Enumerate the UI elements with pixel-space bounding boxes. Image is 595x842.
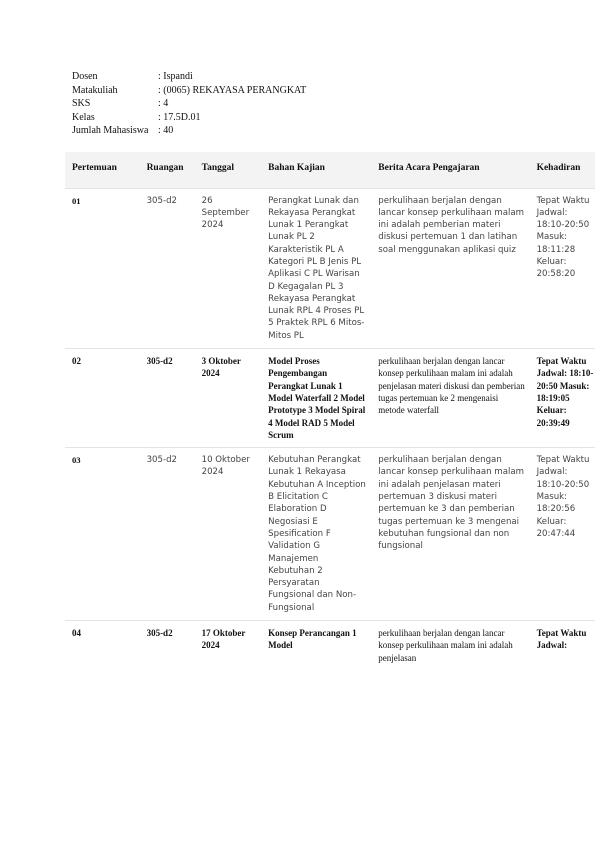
table-header-row [65, 152, 595, 188]
kelas-label: Kelas [72, 111, 95, 123]
header-pertemuan: Pertemuan [65, 152, 140, 188]
course-info [72, 70, 306, 138]
cell-berita-acara: perkulihaan berjalan dengan lancar konsep perkulihaan malam ini adalah pemberian materi diskusi pertemuan 1 dan latihan soal menggunakan aplikasi quiz [371, 188, 529, 349]
cell-berita-acara: perkulihaan berjalan dengan lancar konsep perkulihaan malam ini adalah penjelasan materi diskusi dan pemberian tugas pertemuan ke 2 mengenaisi metode waterfall [371, 349, 529, 448]
cell-ruangan: 305-d2 [140, 349, 195, 448]
cell-pertemuan: 04 [65, 621, 140, 670]
cell-tanggal: 26 September 2024 [195, 188, 262, 349]
cell-tanggal: 10 Oktober 2024 [195, 448, 262, 621]
cell-bahan-kajian: Model Proses Pengembangan Perangkat Lunak 1 Model Waterfall 2 Model Prototype 3 Model Spiral 4 Model RAD 5 Model Scrum [261, 349, 371, 448]
info-row-jumlah [72, 124, 306, 138]
page-bottom-margin [0, 766, 595, 842]
header-ruangan: Ruangan [140, 152, 195, 188]
kelas-value: : 17.5D.01 [158, 111, 201, 123]
attendance-table [65, 152, 595, 670]
cell-kehadiran: Tepat Waktu Jadwal: 18:10-20:50 Masuk: 18:19:05 Keluar: 20:39:49 [530, 349, 595, 448]
table-row [65, 349, 595, 448]
info-row-kelas [72, 111, 306, 125]
header-berita-acara: Berita Acara Pengajaran [371, 152, 529, 188]
cell-kehadiran: Tepat Waktu Jadwal: [530, 621, 595, 670]
table-row [65, 448, 595, 621]
cell-bahan-kajian: Perangkat Lunak dan Rekayasa Perangkat Lunak 1 Perangkat Lunak PL 2 Karakteristik PL A Kategori PL B Jenis PL Aplikasi C PL Warisan D Kegagalan PL 3 Rekayasa Perangkat Lunak RPL 4 Proses PL 5 Praktek RPL 6 Mitos-Mitos PL [261, 188, 371, 349]
sks-label: SKS [72, 98, 91, 110]
table-row [65, 621, 595, 670]
header-kehadiran: Kehadiran [530, 152, 595, 188]
header-tanggal: Tanggal [195, 152, 262, 188]
header-bahan-kajian: Bahan Kajian [261, 152, 371, 188]
cell-ruangan: 305-d2 [140, 621, 195, 670]
cell-ruangan: 305-d2 [140, 448, 195, 621]
cell-pertemuan: 01 [65, 188, 140, 349]
cell-tanggal: 17 Oktober 2024 [195, 621, 262, 670]
dosen-value: : Ispandi [158, 71, 193, 82]
cell-ruangan: 305-d2 [140, 188, 195, 349]
cell-kehadiran: Tepat Waktu Jadwal: 18:10-20:50 Masuk: 18:11:28 Keluar: 20:58:20 [530, 188, 595, 349]
cell-bahan-kajian: Konsep Perancangan 1 Model [261, 621, 371, 670]
cell-kehadiran: Tepat Waktu Jadwal: 18:10-20:50 Masuk: 18:20:56 Keluar: 20:47:44 [530, 448, 595, 621]
cell-bahan-kajian: Kebutuhan Perangkat Lunak 1 Rekayasa Kebutuhan A Inception B Elicitation C Elaboration D Negosiasi E Spesification F Validation G Manajemen Kebutuhan 2 Persyaratan Fungsional dan Non-Fungsional [261, 448, 371, 621]
matakuliah-label: Matakuliah [72, 84, 118, 96]
jumlah-value: : 40 [158, 125, 174, 137]
sks-value: : 4 [158, 98, 169, 110]
cell-pertemuan: 02 [65, 349, 140, 448]
cell-berita-acara: perkulihaan berjalan dengan lancar konsep perkulihaan malam ini adalah penjelasan [371, 621, 529, 670]
info-row-dosen [72, 70, 306, 84]
dosen-label: Dosen [72, 71, 98, 82]
cell-berita-acara: perkulihaan berjalan dengan lancar konsep perkulihaan malam ini adalah penjelasan materi pertemuan 3 diskusi materi pertemuan ke 3 dan pemberian tugas pertemuan ke 3 mengenai kebutuhan fungsional dan non fungsional [371, 448, 529, 621]
cell-tanggal: 3 Oktober 2024 [195, 349, 262, 448]
table-row [65, 188, 595, 349]
jumlah-label: Jumlah Mahasiswa [72, 125, 149, 137]
matakuliah-value: : (0065) REKAYASA PERANGKAT [158, 84, 307, 96]
cell-pertemuan: 03 [65, 448, 140, 621]
info-row-sks [72, 97, 306, 111]
info-row-matakuliah [72, 84, 306, 98]
